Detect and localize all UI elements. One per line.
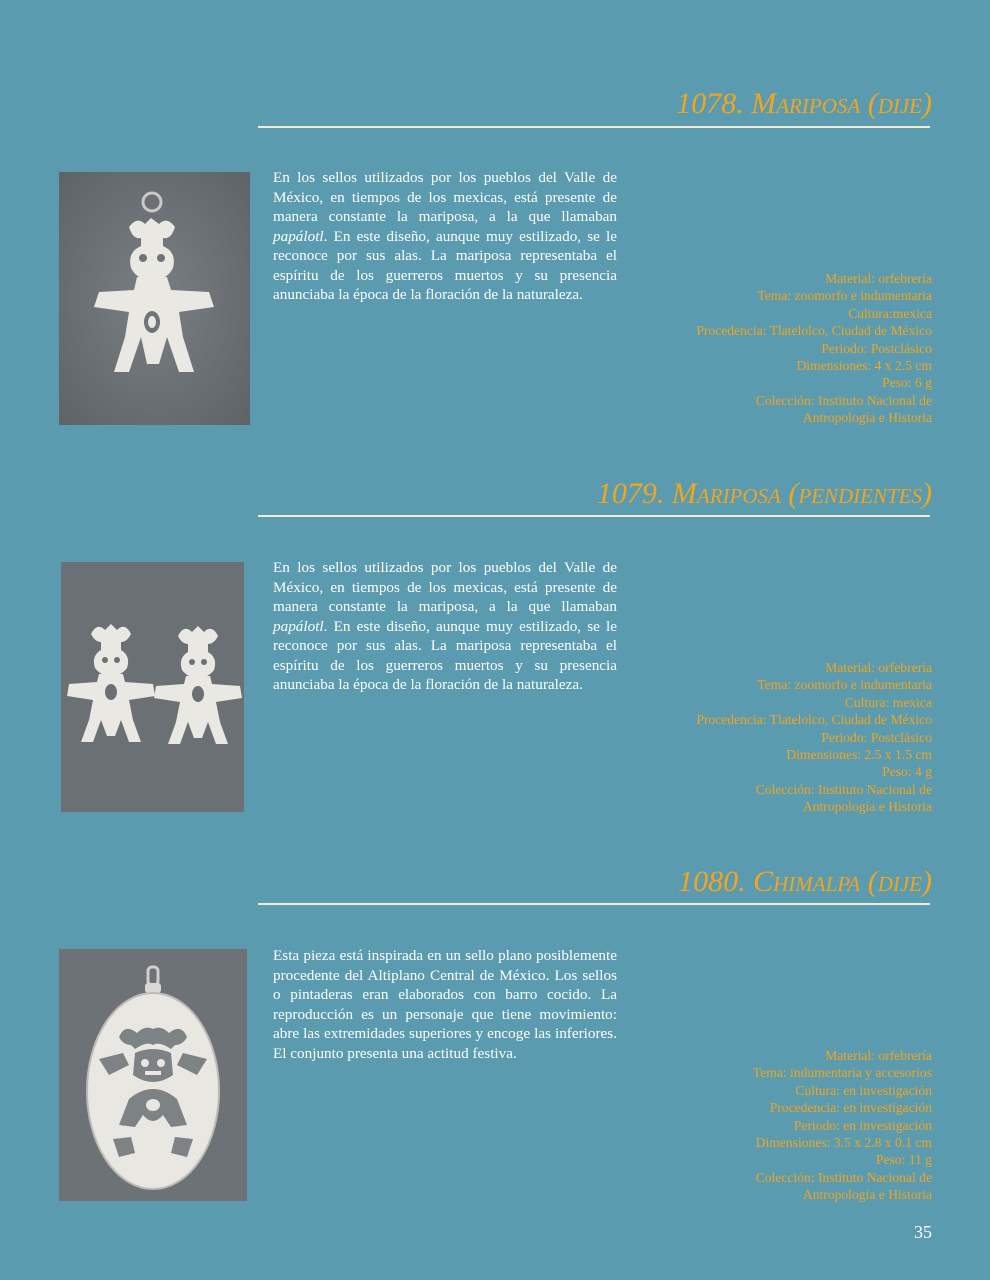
meta-procedencia: Procedencia: Tlatelolco, Ciudad de México [696, 323, 932, 339]
meta-periodo: Periodo: Postclásico [821, 340, 932, 356]
meta-tema: Tema: indumentaria y accesorios [752, 1065, 932, 1081]
meta-coleccion-cont: Antropología e Historia [802, 799, 932, 815]
meta-procedencia: Procedencia: en investigación [769, 1100, 932, 1116]
meta-coleccion-cont: Antropología e Historia [802, 410, 932, 426]
meta-procedencia: Procedencia: Tlatelolco, Ciudad de México [696, 712, 932, 728]
meta-peso: Peso: 11 g [875, 1152, 932, 1168]
meta-coleccion-cont: Antropología e Historia [802, 1187, 932, 1203]
meta-dimensiones: Dimensiones: 3.5 x 2.8 x 0.1 cm [755, 1135, 932, 1151]
oval-figure-pendant-icon [59, 949, 247, 1201]
entry-title: 1079. Mariposa (pendientes) [596, 477, 932, 510]
title-rule [258, 903, 930, 905]
meta-tema: Tema: zoomorfo e indumentaria [757, 288, 932, 304]
meta-coleccion: Colección: Instituto Nacional de [755, 392, 932, 408]
entry-description: En los sellos utilizados por los pueblos del Valle de México, en tiempos de los mexicas, está presente de manera constante la mariposa, a la que llamaban papálotl. En este diseño, aunque muy estilizado, se le reconoce por sus alas. La mariposa representaba el espíritu de los guerreros muertos y su presencia anunciaba la época de la floración de la naturaleza. [273, 559, 617, 693]
meta-peso: Peso: 4 g [882, 764, 932, 780]
title-rule [258, 515, 930, 517]
entry-metadata [612, 270, 932, 427]
meta-tema: Tema: zoomorfo e indumentaria [757, 677, 932, 693]
entry-description: Esta pieza está inspirada en un sello plano posiblemente procedente del Altiplano Central de México. Los sellos o pintaderas eran elaborados con barro cocido. La reproducción es un personaje que tiene movimiento: abre las extremidades superiores y encoge las inferiores. El conjunto presenta una actitud festiva. [273, 947, 617, 1062]
entry-title: 1078. Mariposa (dije) [676, 87, 932, 120]
meta-peso: Peso: 6 g [882, 375, 932, 391]
meta-coleccion: Colección: Instituto Nacional de [755, 1169, 932, 1185]
entry-description: En los sellos utilizados por los pueblos del Valle de México, en tiempos de los mexicas, está presente de manera constante la mariposa, a la que llamaban papálotl. En este diseño, aunque muy estilizado, se le reconoce por sus alas. La mariposa representaba el espíritu de los guerreros muertos y su presencia anunciaba la época de la floración de la naturaleza. [273, 169, 617, 303]
meta-periodo: Periodo: Postclásico [821, 729, 932, 745]
entry-title: 1080. Chimalpa (dije) [678, 865, 932, 898]
meta-material: Material: orfebrería [825, 660, 932, 675]
meta-periodo: Periodo: en investigación [793, 1117, 932, 1133]
page-number: 35 [914, 1222, 932, 1242]
butterfly-earrings-icon [61, 562, 244, 812]
meta-coleccion: Colección: Instituto Nacional de [755, 781, 932, 797]
meta-cultura: Cultura: mexica [844, 694, 932, 710]
meta-material: Material: orfebrería [825, 271, 932, 286]
entry-metadata [612, 1047, 932, 1204]
meta-dimensiones: Dimensiones: 2.5 x 1.5 cm [786, 747, 932, 763]
title-rule [258, 126, 930, 128]
meta-cultura: Cultura: en investigación [795, 1082, 932, 1098]
meta-material: Material: orfebrería [825, 1048, 932, 1063]
butterfly-pendant-icon [59, 172, 250, 425]
meta-dimensiones: Dimensiones: 4 x 2.5 cm [796, 358, 932, 374]
entry-metadata [612, 659, 932, 816]
meta-cultura: Cultura:mexica [848, 305, 932, 321]
